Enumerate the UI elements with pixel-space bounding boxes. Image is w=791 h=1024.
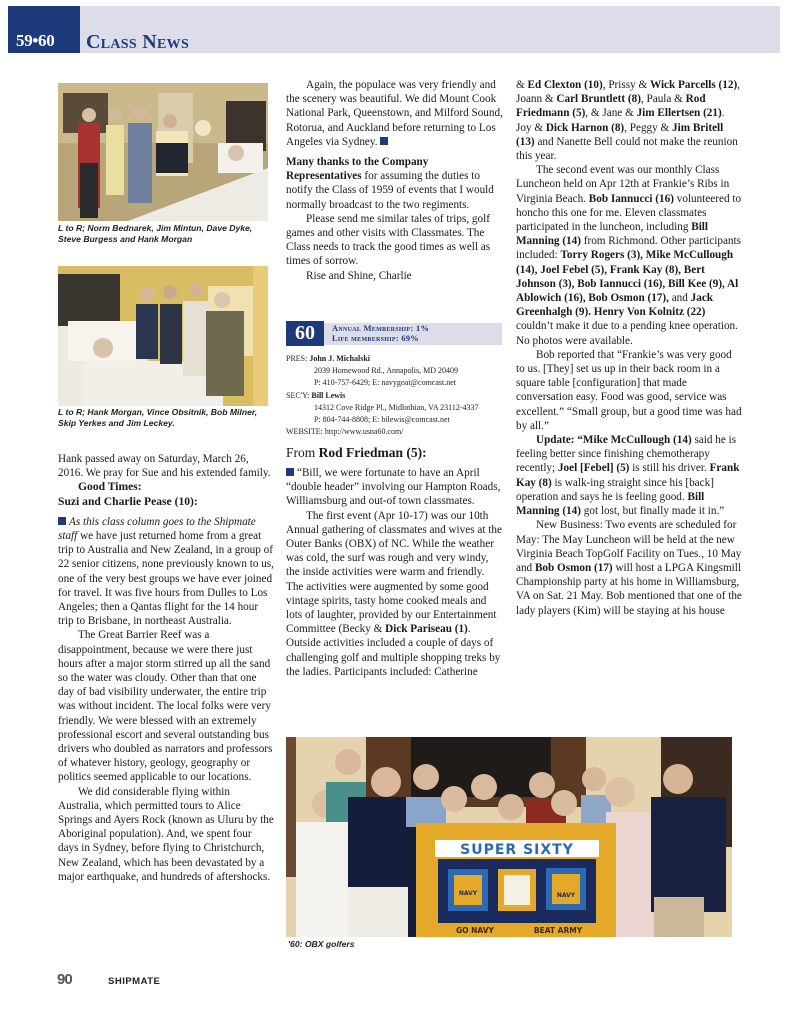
photo-hospital-visit-2 xyxy=(58,266,268,406)
text-run: will host a LPGA Kingsmill Championship party at his home in Williamsburg, VA on Sat. 21 May. Bob mentioned that one of the lady players (Kim) will be staying at his house xyxy=(516,561,742,617)
patch-left-text: NAVY xyxy=(458,890,478,897)
paragraph xyxy=(516,518,742,617)
photo-hospital-visit-1 xyxy=(58,83,268,221)
text-run: , Paula & xyxy=(640,93,686,106)
name-mention: Rod Friedmann (5) xyxy=(516,93,706,120)
life-membership: Life membership: 69% xyxy=(332,334,419,343)
column-1 xyxy=(58,452,274,884)
text-run: & xyxy=(516,79,528,91)
membership-stats xyxy=(332,324,429,344)
text-run: New Business: Two events are scheduled for May: The May Luncheon will be held at the new Virginia Beach TopGolf Facility on Tues., 10 May and xyxy=(516,519,742,574)
patch-right-text: NAVY xyxy=(556,892,576,899)
byline: Suzi and Charlie Pease (10): xyxy=(58,494,198,508)
signoff: Rise and Shine, Charlie xyxy=(306,269,412,282)
end-marker-icon xyxy=(380,137,388,145)
banner-right-text: BEAT ARMY xyxy=(533,926,583,935)
name-mention: Frank Kay (8) xyxy=(516,462,740,489)
paragraph: The first event (Apr 10-17) was our 10th Annual gathering of classmates and wives at the Outer Banks (OBX) of NC. While the weather was cold, the surf was rough and very windy, the inside activities were warm and friendly. The activities were augmented by some good vintage spirits, tasty home cooked meals and lots of laughter, provided by our Entertainment Committee (Becky & Dick Pariseau (1). Outside activities included a couple of days of challenging golf and multiple shopping treks by the ladies. Participants included: Catherine xyxy=(286,509,502,678)
subheading-good-times: Good Times: xyxy=(78,480,142,494)
text-run: is still his driver. xyxy=(629,462,710,475)
paragraph: Bob reported that “Frankie’s was very good to us. [They] set us up in their back room in a square table [configuration] that made conversation easy. Food was good, service was excellent.” “Small group, but a good time was had by all.” xyxy=(516,348,742,432)
text-run: The second event was our monthly Class Luncheon held on Apr 12th at Frankie’s Ribs in Virginia Beach. xyxy=(516,164,730,205)
paragraph: Again, the populace was very friendly and the scenery was beautiful. We did Mount Cook National Park, Queenstown, and Milford Sound, Rotorua, and Auckland before returning to Los Angeles via Sydney. xyxy=(286,79,503,148)
column-2-continued xyxy=(286,445,504,679)
paragraph: As this class column goes to the Shipmate staff we have just returned home from a great trip to Australia and New Zealand, in a group of 22 senior citizens, none previously known to us, one of the very best groups we have ever joined for travel. It was five hours from Dulles to Los Angeles; then a Qantas flight for the 14 hour trip to Brisbane, in northeast Australia. xyxy=(58,515,274,628)
column-2 xyxy=(286,78,504,283)
photo-image xyxy=(58,266,268,406)
officer-address: 14312 Cove Ridge Pl., Midlothian, VA 23112-4337 xyxy=(314,402,479,412)
banner-left-text: GO NAVY xyxy=(456,926,494,935)
section-title: Class News xyxy=(86,31,190,53)
name-mention: Jim Britell (13) xyxy=(516,121,724,148)
text-run: got lost, but finally made it in.” xyxy=(580,505,725,518)
class-number: 60 xyxy=(286,321,324,346)
banner-title: SUPER SIXTY xyxy=(460,842,574,858)
name-mention: Wick Parcells (12) xyxy=(649,79,738,91)
class-years: 59•60 xyxy=(16,31,55,50)
text-run: from Richmond. Other participants included: xyxy=(516,235,741,262)
column-3 xyxy=(516,78,742,618)
text-run: and Nanette Bell could not make the reunion this year. xyxy=(516,135,738,163)
officer-address: 2039 Homewood Rd., Annapolis, MD 20409 xyxy=(314,366,458,376)
photo-caption-3: '60: OBX golfers xyxy=(288,939,355,949)
from-heading: From Rod Friedman (5): xyxy=(286,445,427,460)
paragraph xyxy=(516,163,742,348)
officer-pres: PRES: John J. Michalski xyxy=(286,354,371,363)
text-run: , Prissy & xyxy=(602,79,650,91)
photo-caption-2: L to R; Hank Morgan, Vince Obsitnik, Bob Milner, Skip Yerkes and Jim Leckey. xyxy=(58,407,258,428)
text-run: , Peggy & xyxy=(624,121,673,134)
website: WEBSITE: http://www.usna60.com/ xyxy=(286,427,404,437)
paragraph: “Bill, we were fortunate to have an April “double header” involving our Hampton Roads, Williamsburg and out-of town classmates. xyxy=(286,467,501,508)
text-run: said he is feeling better since finishing chemotherapy recently; xyxy=(516,434,737,475)
text-run: is walk-ing straight since his [back] operation and says he is feeling good. xyxy=(516,476,714,503)
text-run: , Joann & xyxy=(516,79,740,106)
paragraph: Hank passed away on Saturday, March 26, 2016. We pray for Sue and his extended family. xyxy=(58,453,271,480)
paragraph xyxy=(516,433,742,518)
website-link[interactable]: http://www.usna60.com/ xyxy=(324,427,404,437)
text-run: couldn’t make it due to a pending knee operation. No photos were available. xyxy=(516,320,738,347)
section-marker-icon xyxy=(286,468,294,476)
photo-image xyxy=(58,83,268,221)
paragraph xyxy=(516,78,742,163)
page-number: 90 xyxy=(57,971,72,988)
name-mention: Update: “Mike McCullough (14) xyxy=(536,434,692,447)
photo-caption-1: L to R; Norm Bednarek, Jim Mintun, Dave Dyke, Steve Burgess and Hank Morgan xyxy=(58,223,253,244)
class-years-badge xyxy=(8,6,80,53)
annual-membership: Annual Membership: 1% xyxy=(332,324,430,333)
paragraph: The Great Barrier Reef was a disappointment, because we were there just hours after a major storm stirred up all the sand so the water was cloudy. Other than that one day of bad visibility underwater, the entire trip was without incident. The local folks were very friendly. We were blessed with an extremely professional escort and several outstanding bus drivers who doubled as narrators and professors of whatever history, geology, geography or politics seemed applicable to our locations. xyxy=(58,629,273,784)
name-mention: Bill Manning (14) xyxy=(516,221,709,248)
paragraph: Please send me similar tales of trips, golf games and other visits with Classmates. The Class needs to track the good times as well as times of sorrow. xyxy=(286,212,491,268)
section-marker-icon xyxy=(58,517,66,525)
name-mention: Jack Greenhalgh (9). Henry Von Kolnitz (22) xyxy=(516,292,714,319)
text-run: . Joy & xyxy=(516,107,725,134)
name-mention: Torry Rogers (3), Mike McCullough (14), Joel Febel (5), Frank Kay (8), Bert Johnson (3), Bob Iannucci (16), Bill Kee (9), Al Ablowich (16), Bob Osmon (17), xyxy=(516,249,739,305)
officers-list xyxy=(286,353,479,438)
paragraph: We did considerable flying within Australia, which permitted tours to Alice Springs and Ayers Rock (known as Uluru by the Aboriginal population). And, we spent four days in Sydney, before flying to Christchurch, New Zealand, which has been devastated by a major earthquake, and hundreds of aftershocks. xyxy=(58,785,274,883)
photo-obx-golfers xyxy=(286,737,732,937)
name-mention: Bill Manning (14) xyxy=(516,490,705,518)
name-mention: Jim Ellertsen (21) xyxy=(636,107,722,120)
officer-contact[interactable]: P: 804-744-8808; E: bilewis@comcast.net xyxy=(314,415,450,425)
publication-name: SHIPMATE xyxy=(108,976,161,987)
text-run: , & Jane & xyxy=(585,107,637,120)
name-mention: Dick Harnon (8) xyxy=(545,121,625,134)
name-mention: Carl Bruntlett (8) xyxy=(556,93,641,106)
photo-image xyxy=(286,737,732,937)
officer-secy: SEC'Y: Bill Lewis xyxy=(286,390,346,400)
officer-contact[interactable]: P: 410-757-6429; E: navygoat@comcast.net xyxy=(314,378,457,388)
name-mention: Ed Clexton (10) xyxy=(527,79,603,91)
name-mention: Bob Osmon (17) xyxy=(534,561,613,574)
name-mention: Joel [Febel] (5) xyxy=(557,462,630,475)
text-run: volunteered to honcho this one for me. Eleven classmates participated in the luncheon, including xyxy=(516,192,742,234)
name-mention: Bob Iannucci (16) xyxy=(588,192,674,205)
paragraph: Many thanks to the Company Representatives for assuming the duties to notify the Class of 1959 of events that I would normally broadcast to the two regiments. xyxy=(286,156,494,211)
text-run: and xyxy=(668,292,691,305)
